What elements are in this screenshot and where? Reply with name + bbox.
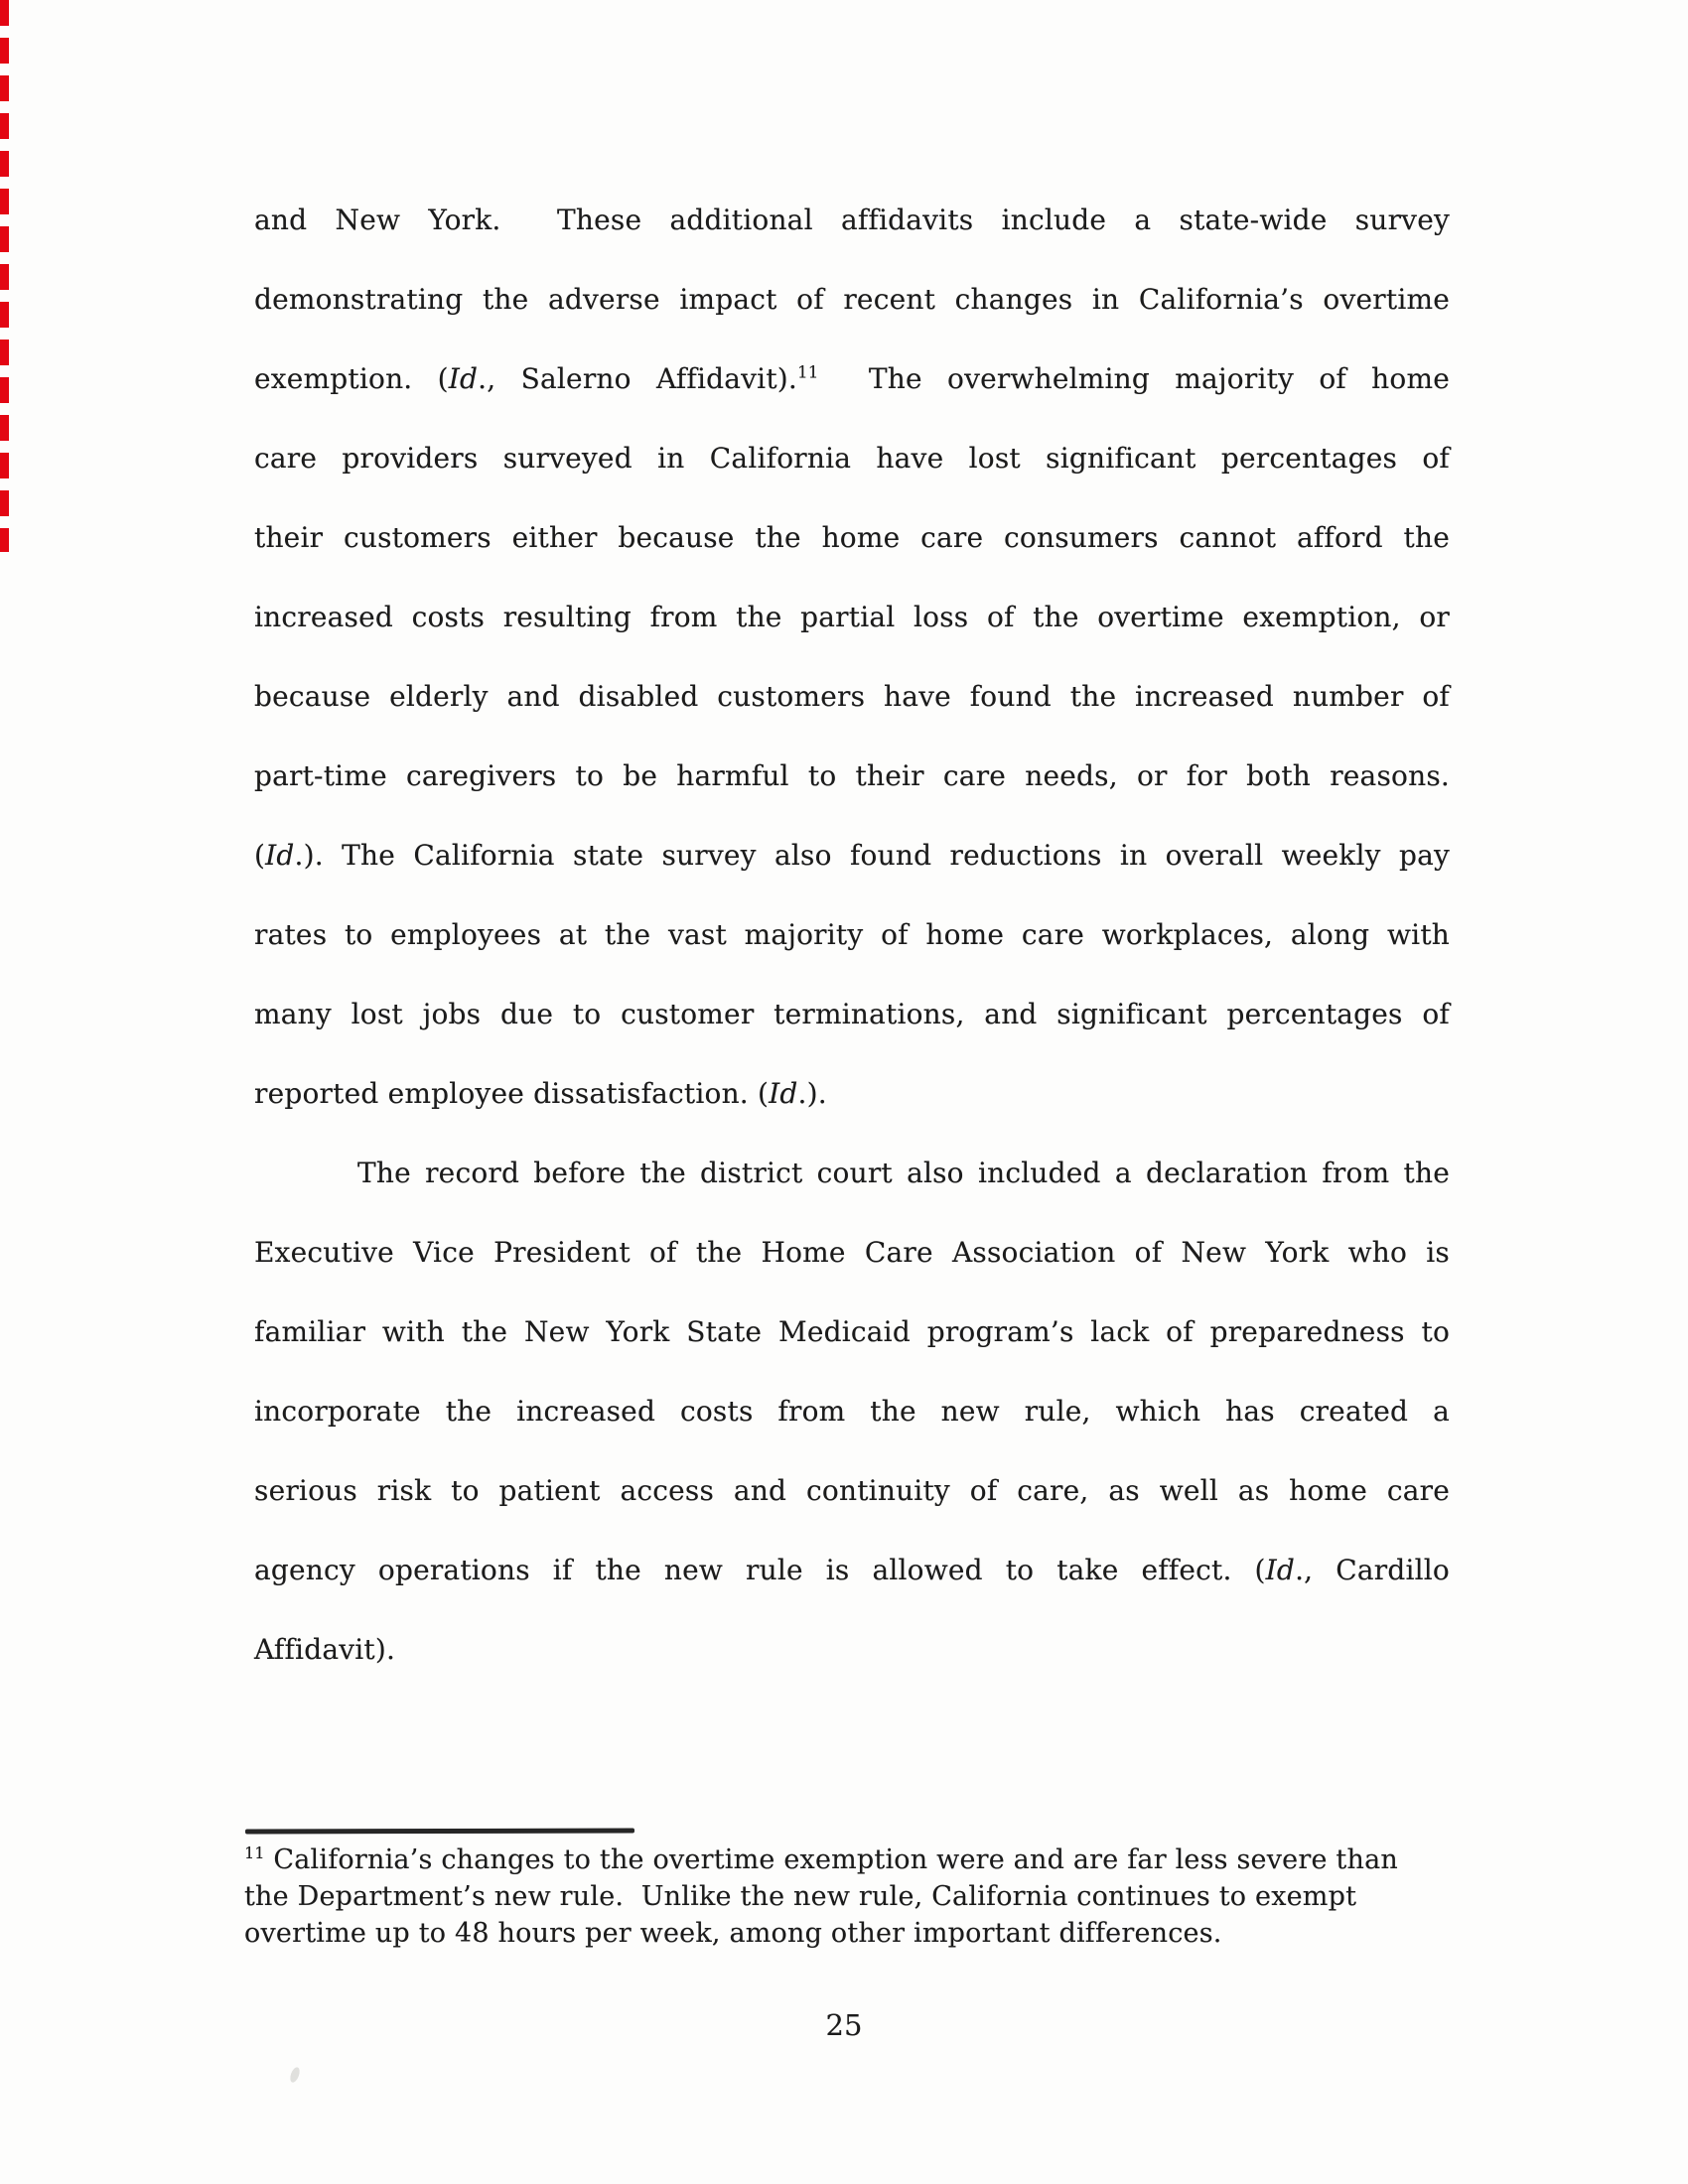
text-line — [254, 1293, 1450, 1372]
text-segment: agency operations if the new rule is allowed to take effect. ( — [254, 1554, 1266, 1586]
text-segment: ., Cardillo — [1295, 1554, 1450, 1586]
scan-edge-artifact — [0, 0, 9, 552]
text-segment: serious risk to patient access and continuity of care, as well as home care — [254, 1474, 1450, 1507]
text-line — [254, 975, 1450, 1054]
text-line — [254, 1451, 1450, 1531]
text-segment: familiar with the New York State Medicaid program’s lack of preparedness to — [254, 1315, 1450, 1348]
text-line — [254, 340, 1450, 419]
text-segment: Affidavit). — [254, 1633, 396, 1666]
text-line — [254, 657, 1450, 737]
body-text — [254, 181, 1450, 1690]
footnote — [244, 1842, 1446, 1952]
text-segment: The record before the district court also included a declaration from the — [357, 1157, 1450, 1189]
page-number: 25 — [825, 2008, 863, 2042]
text-segment: rates to employees at the vast majority of home care workplaces, along with — [254, 918, 1450, 951]
text-segment: California’s changes to the overtime exemption were and are far less severe than — [264, 1844, 1398, 1875]
text-segment: and New York. These additional affidavits include a state-wide survey — [254, 204, 1450, 236]
text-segment: ., Salerno Affidavit). — [478, 362, 798, 395]
text-segment: exemption. ( — [254, 362, 449, 395]
text-line — [254, 895, 1450, 975]
text-segment: The overwhelming majority of home — [818, 362, 1450, 395]
text-segment: Executive Vice President of the Home Care Association of New York who is — [254, 1236, 1450, 1269]
text-line — [254, 737, 1450, 816]
text-segment: .). The California state survey also found reductions in overall weekly pay — [294, 839, 1450, 872]
text-line — [254, 1213, 1450, 1293]
text-segment: increased costs resulting from the partial loss of the overtime exemption, or — [254, 601, 1450, 633]
text-line — [254, 1054, 1450, 1134]
text-segment: because elderly and disabled customers have found the increased number of — [254, 680, 1450, 713]
text-line — [254, 498, 1450, 578]
text-segment: overtime up to 48 hours per week, among other important differences. — [244, 1918, 1222, 1949]
text-segment: care providers surveyed in California have lost significant percentages of — [254, 442, 1450, 475]
footnote-reference: 11 — [797, 361, 819, 382]
text-segment: reported employee dissatisfaction. ( — [254, 1077, 770, 1110]
text-segment: demonstrating the adverse impact of recent changes in California’s overtime — [254, 283, 1450, 316]
text-line — [254, 260, 1450, 340]
footnote-reference: 11 — [244, 1843, 265, 1862]
italic-citation: Id — [1265, 1554, 1296, 1586]
italic-citation: Id — [448, 362, 479, 395]
text-line — [254, 1531, 1450, 1610]
text-line — [254, 1610, 1450, 1690]
text-line — [254, 1134, 1450, 1213]
italic-citation: Id — [769, 1077, 798, 1110]
footnote-line — [244, 1915, 1446, 1952]
text-segment: their customers either because the home care consumers cannot afford the — [254, 521, 1450, 554]
scan-smudge-artifact — [289, 2066, 302, 2084]
footnote-line — [244, 1842, 1446, 1878]
text-segment: many lost jobs due to customer terminations, and significant percentages of — [254, 998, 1450, 1030]
text-segment: .). — [797, 1077, 827, 1110]
text-line — [254, 1372, 1450, 1451]
text-line — [254, 419, 1450, 498]
text-line — [254, 816, 1450, 895]
text-segment: incorporate the increased costs from the new rule, which has created a — [254, 1395, 1450, 1428]
italic-citation: Id — [265, 839, 295, 872]
footnote-line — [244, 1878, 1446, 1915]
text-segment: part-time caregivers to be harmful to their care needs, or for both reasons. — [254, 759, 1450, 792]
footnote-separator — [245, 1828, 634, 1834]
text-segment: the Department’s new rule. Unlike the new rule, California continues to exempt — [244, 1881, 1357, 1912]
text-line — [254, 181, 1450, 260]
text-segment: ( — [254, 839, 266, 872]
text-line — [254, 578, 1450, 657]
